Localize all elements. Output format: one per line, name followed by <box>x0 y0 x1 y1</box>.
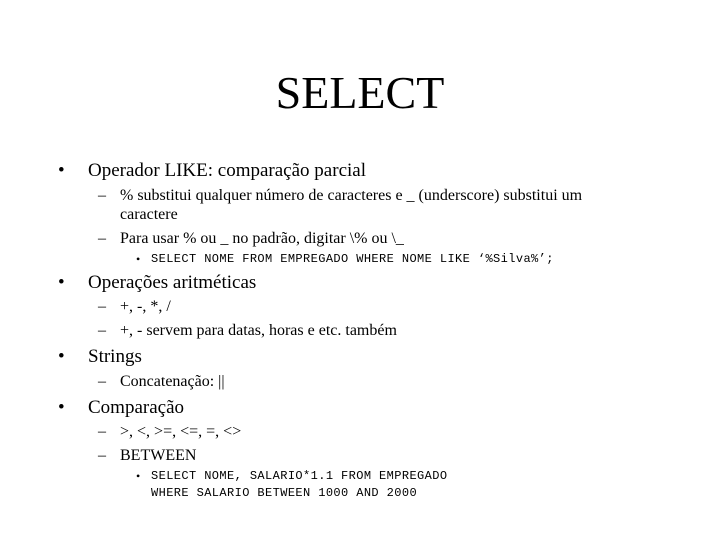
dash-marker: – <box>98 423 106 440</box>
subitem-concatenation: Concatenação: || <box>120 373 225 390</box>
bullet-marker: • <box>58 397 65 418</box>
bullet-marker: • <box>58 160 65 181</box>
subitem-between: BETWEEN <box>120 447 197 464</box>
code-bullet-marker: • <box>136 469 141 483</box>
code-between-line-1: SELECT NOME, SALARIO*1.1 FROM EMPREGADO <box>151 469 448 483</box>
bullet-comparison: Comparação <box>88 397 185 418</box>
subitem-escape-pattern: Para usar % ou _ no padrão, digitar \% ou \_ <box>120 230 404 247</box>
subitem-comparison-ops: >, <, >=, <=, =, <> <box>120 423 242 440</box>
dash-marker: – <box>98 230 106 247</box>
code-between-line-2: WHERE SALARIO BETWEEN 1000 AND 2000 <box>151 486 418 500</box>
bullet-marker: • <box>58 272 65 293</box>
bullet-strings: Strings <box>88 346 142 367</box>
code-bullet-marker: • <box>136 252 141 266</box>
subitem-percent-underscore: % substitui qualquer número de caracteres e _ (underscore) substitui um <box>120 187 583 204</box>
dash-marker: – <box>98 322 106 339</box>
code-like-example: SELECT NOME FROM EMPREGADO WHERE NOME LIKE ‘%Silva%’; <box>151 252 554 266</box>
dash-marker: – <box>98 373 106 390</box>
dash-marker: – <box>98 447 106 464</box>
subitem-operators: +, -, *, / <box>120 298 171 315</box>
dash-marker: – <box>98 298 106 315</box>
bullet-arithmetic-ops: Operações aritméticas <box>88 272 257 293</box>
bullet-marker: • <box>58 346 65 367</box>
subitem-percent-underscore-cont: caractere <box>120 206 178 223</box>
dash-marker: – <box>98 187 106 204</box>
subitem-date-ops: +, - servem para datas, horas e etc. também <box>120 322 397 339</box>
slide-title: SELECT <box>275 67 445 118</box>
bullet-like-operator: Operador LIKE: comparação parcial <box>88 160 366 181</box>
